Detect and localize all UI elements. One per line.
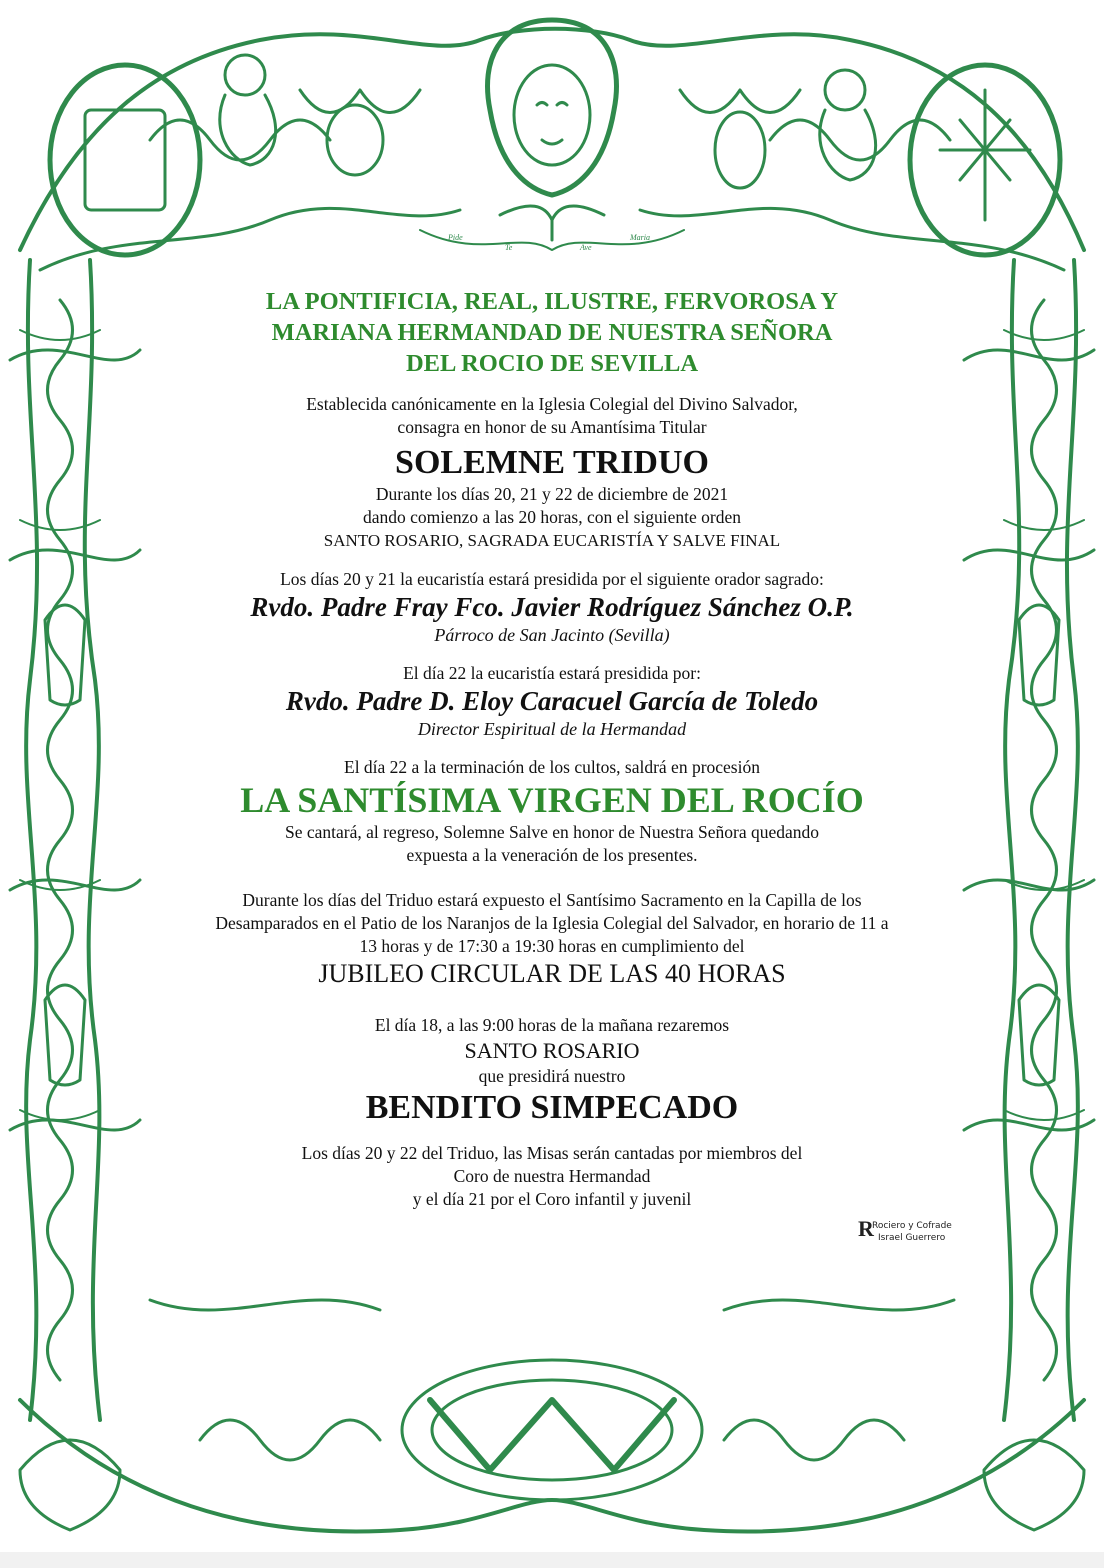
triduo-order: SANTO ROSARIO, SAGRADA EUCARISTÍA Y SALVE FINAL (323, 531, 781, 550)
author-signature (858, 1216, 968, 1256)
intro-line2: consagra en honor de su Amantísima Titular (397, 417, 707, 437)
rosario-line2: SANTO ROSARIO (464, 1038, 640, 1063)
org-title-line2: MARIANA HERMANDAD DE NUESTRA SEÑORA (271, 319, 833, 346)
signature-line2: Israel Guerrero (878, 1233, 946, 1243)
preacher2-name: Rvdo. Padre D. Eloy Caracuel García de Toledo (285, 686, 819, 716)
choir-line1: Los días 20 y 22 del Triduo, las Misas serán cantadas por miembros del (301, 1143, 803, 1163)
preacher1-role: Párroco de San Jacinto (Sevilla) (434, 625, 670, 645)
signature-mark: R (858, 1216, 874, 1241)
intro-line1: Establecida canónicamente en la Iglesia Colegial del Divino Salvador, (306, 394, 798, 414)
rosario-line1: El día 18, a las 9:00 horas de la mañana rezaremos (374, 1015, 730, 1035)
preacher2-role: Director Espiritual de la Hermandad (417, 719, 687, 739)
procession-title: LA SANTÍSIMA VIRGEN DEL ROCÍO (240, 780, 864, 820)
jubileo-line1: Durante los días del Triduo estará expuesto el Santísimo Sacramento en la Capilla de los (242, 890, 862, 910)
signature-line1: Rociero y Cofrade (872, 1221, 952, 1231)
ribbon-word-4: Maria (630, 233, 650, 242)
rosario-line3: que presidirá nuestro (478, 1066, 626, 1086)
ribbon-word-2: Te (505, 243, 513, 252)
org-title-line1: LA PONTIFICIA, REAL, ILUSTRE, FERVOROSA Y (265, 288, 839, 315)
preacher1-intro: Los días 20 y 21 la eucaristía estará presidida por el siguiente orador sagrado: (280, 569, 824, 589)
choir-line2: Coro de nuestra Hermandad (453, 1166, 651, 1186)
jubileo-title: JUBILEO CIRCULAR DE LAS 40 HORAS (318, 959, 786, 988)
procession-line1: Se cantará, al regreso, Solemne Salve en honor de Nuestra Señora quedando (284, 822, 820, 842)
triduo-title: SOLEMNE TRIDUO (395, 444, 709, 481)
simpecado-title: BENDITO SIMPECADO (365, 1089, 739, 1126)
triduo-start: dando comienzo a las 20 horas, con el siguiente orden (362, 507, 742, 527)
preacher1-name: Rvdo. Padre Fray Fco. Javier Rodríguez Sánchez O.P. (250, 592, 854, 622)
procession-intro: El día 22 a la terminación de los cultos, saldrá en procesión (344, 757, 760, 777)
bottom-margin (0, 1552, 1104, 1568)
jubileo-line2: Desamparados en el Patio de los Naranjos de la Iglesia Colegial del Salvador, en horario de 11 a (215, 913, 889, 933)
org-title-line3: DEL ROCIO DE SEVILLA (405, 350, 699, 377)
ribbon-word-1: Pide (448, 233, 463, 242)
poster-text (150, 286, 954, 1211)
choir-line3: y el día 21 por el Coro infantil y juvenil (412, 1189, 692, 1209)
ribbon-word-3: Ave (580, 243, 592, 252)
triduo-dates: Durante los días 20, 21 y 22 de diciembre de 2021 (375, 484, 729, 504)
preacher2-intro: El día 22 la eucaristía estará presidida por: (403, 663, 701, 683)
jubileo-line3: 13 horas y de 17:30 a 19:30 horas en cumplimiento del (359, 936, 745, 956)
procession-line2: expuesta a la veneración de los presentes. (406, 845, 698, 865)
